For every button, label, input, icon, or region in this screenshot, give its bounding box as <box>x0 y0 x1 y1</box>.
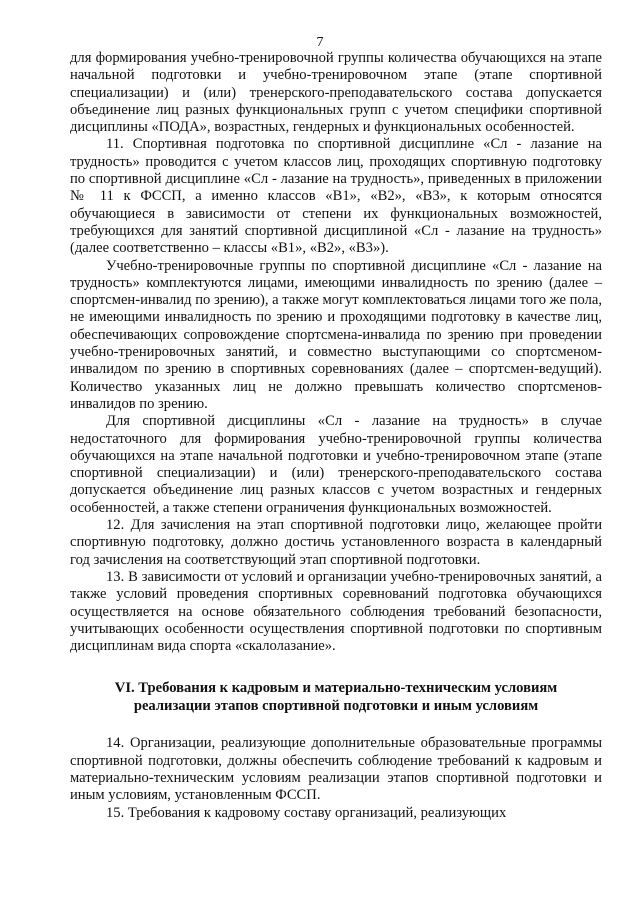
document-body <box>70 50 602 822</box>
paragraph-item-12: 12. Для зачисления на этап спортивной подготовки лицо, желающее пройти спортивную подготовку, должно достичь установленного возраста в календарный год зачисления на соответствующий этап спортивной подготовки. <box>70 517 602 568</box>
paragraph-item-11: 11. Спортивная подготовка по спортивной дисциплине «Сл - лазание на трудность» проводится с учетом классов лиц, проходящих спортивную подготовку по спортивной дисциплине «Сл - лазание на трудность», приведенных в приложении № 11 к ФССП, а именно классов «B1», «B2», «B3», к которым относятся обучающиеся в зависимости от степени их функциональных возможностей, требующихся для занятий спортивной дисциплиной «Сл - лазание на трудность» (далее соответственно – классы «B1», «B2», «B3»). <box>70 136 602 257</box>
paragraph-item-13: 13. В зависимости от условий и организации учебно-тренировочных занятий, а также условий проведения спортивных соревнований подготовка обучающихся осуществляется на основе обязательного соблюдения требований безопасности, учитывающих особенности осуществления спортивной подготовки по спортивным дисциплинам вида спорта «скалолазание». <box>70 568 602 655</box>
paragraph-training-groups: Учебно-тренировочные группы по спортивной дисциплине «Сл - лазание на трудность» комплектуются лицами, имеющими инвалидность по зрению (далее – спортсмен-инвалид по зрению), а также могут комплектоваться лицами того же пола, не имеющими инвалидность по зрению и проходящими подготовку в качестве лиц, обеспечивающих сопровождение спортсмена-инвалида по зрению при проведении учебно-тренировочных занятий, и совместно выступающими со спортсменом-инвалидом по зрению в спортивных соревнованиях (далее – спортсмен-ведущий). Количество указанных лиц не должно превышать количество спортсменов-инвалидов по зрению. <box>70 257 602 412</box>
paragraph-item-15: 15. Требования к кадровому составу организаций, реализующих <box>106 804 507 821</box>
paragraph-discipline-classes: Для спортивной дисциплины «Сл - лазание на трудность» в случае недостаточного для формирования учебно-тренировочной группы количества обучающихся на этапе начальной подготовки и учебно-тренировочном этапе (этапе спортивной специализации) и (или) тренерского-преподавательского состава допускается объединение лиц разных классов с учетом возрастных и гендерных особенностей, а также степени ограничения функциональных возможностей. <box>70 413 602 516</box>
section-heading-line-2: реализации этапов спортивной подготовки и иным условиям <box>133 698 539 715</box>
paragraph-continuation: для формирования учебно-тренировочной группы количества обучающихся на этапе начальной подготовки и учебно-тренировочном этапе (этапе спортивной специализации) и (или) тренерского-преподавательского состава допускается объединение лиц разных функциональных групп с учетом специфики спортивной дисциплины «ПОДА», возрастных, гендерных и функциональных особенностей. <box>70 50 602 136</box>
section-heading <box>70 679 602 715</box>
paragraph-item-14: 14. Организации, реализующие дополнительные образовательные программы спортивной подготовки, должны обеспечить соблюдение требований к кадровым и материально-техническим условиям реализации этапов спортивной подготовки и иным условиям, установленным ФССП. <box>70 735 602 804</box>
section-heading-line-1: VI. Требования к кадровым и материально-техническим условиям <box>114 680 558 697</box>
page-number: 7 <box>316 35 324 50</box>
